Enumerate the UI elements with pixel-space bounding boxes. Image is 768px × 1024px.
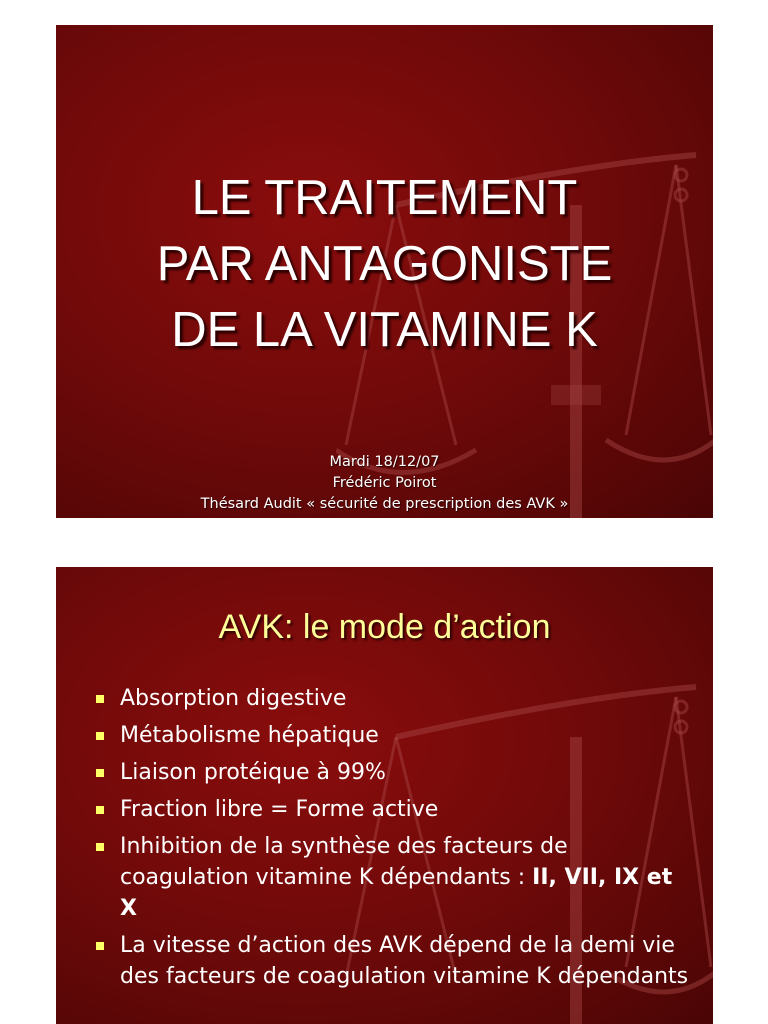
subtitle-role: Thésard Audit « sécurité de prescription des AVK » bbox=[200, 496, 569, 512]
bullet-text: Inhibition de la synthèse des facteurs de coagulation vitamine K dépendants : bbox=[120, 834, 568, 890]
bullet-text: Liaison protéique à 99% bbox=[120, 760, 386, 785]
slide-1 bbox=[56, 25, 713, 518]
bullet-text: Métabolisme hépatique bbox=[120, 723, 379, 748]
list-item bbox=[94, 930, 694, 992]
bullet-bold-text: II, VII, IX et X bbox=[120, 865, 673, 921]
slide-2 bbox=[56, 567, 713, 1024]
title-line: LE TRAITEMENT bbox=[191, 171, 578, 225]
list-item bbox=[94, 720, 694, 751]
list-item bbox=[94, 794, 694, 825]
bullet-text: La vitesse d’action des AVK dépend de la demi vie des facteurs de coagulation vitamine K dépendants bbox=[120, 933, 689, 989]
subtitle-author: Frédéric Poirot bbox=[332, 475, 437, 491]
bullet-list bbox=[94, 683, 694, 998]
subtitle-date: Mardi 18/12/07 bbox=[329, 454, 440, 470]
slide-1-subtitle bbox=[56, 452, 713, 515]
title-line: DE LA VITAMINE K bbox=[171, 303, 598, 357]
slide-2-title: AVK: le mode d’action bbox=[218, 608, 551, 646]
square-bullet-icon bbox=[96, 732, 104, 740]
square-bullet-icon bbox=[96, 769, 104, 777]
title-line: PAR ANTAGONISTE bbox=[156, 237, 613, 291]
list-item bbox=[94, 683, 694, 714]
slide-1-title bbox=[56, 165, 713, 363]
square-bullet-icon bbox=[96, 843, 104, 851]
list-item bbox=[94, 757, 694, 788]
square-bullet-icon bbox=[96, 942, 104, 950]
list-item bbox=[94, 831, 694, 924]
bullet-text: Fraction libre = Forme active bbox=[120, 797, 439, 822]
square-bullet-icon bbox=[96, 806, 104, 814]
square-bullet-icon bbox=[96, 695, 104, 703]
bullet-text: Absorption digestive bbox=[120, 686, 347, 711]
